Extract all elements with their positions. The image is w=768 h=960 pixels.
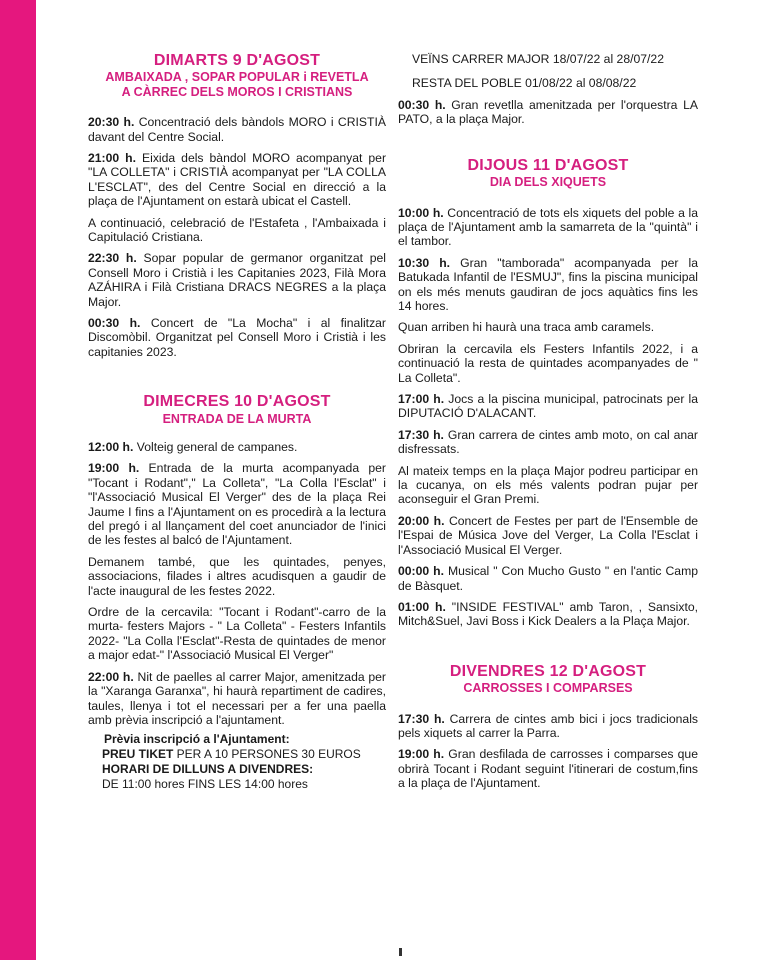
page-mark [399, 948, 402, 956]
side-accent-bar [0, 0, 36, 960]
day-title: DIJOUS 11 D'AGOST [467, 156, 629, 174]
event-time: 19:00 h. [398, 747, 445, 762]
event-text: Demanem també, que les quintades, penyes, associacions, filades i altres acudisquen a gaudir de l'acte inaugural de les festes 2022. [88, 554, 386, 598]
event-item [398, 320, 698, 334]
event-item [88, 216, 386, 245]
event-text: Concentració de tots els xiquets del poble a la plaça de l'Ajuntament amb la samarreta de la "quintà" i el tambor. [398, 205, 699, 249]
right-column [398, 50, 698, 798]
event-text: Eixida dels bàndol MORO acompanyat per "LA COLLETA" i CRISTIÀ acompanyat per "LA COLLA L'ESCLAT", des del Centre Social en direcció a la plaça de l'Ajuntament on estarà ubicat el Castell. [88, 150, 387, 209]
venue-note: VEÏNS CARRER MAJOR 18/07/22 al 28/07/22 [412, 52, 664, 66]
registration-note: Prèvia inscripció a l'Ajuntament: [104, 732, 290, 747]
schedule-note: HORARI DE DILLUNS A DIVENDRES: [102, 762, 314, 777]
event-text: Concentració dels bàndols MORO i CRISTIÀ davant del Centre Social. [88, 115, 387, 144]
event-item [88, 605, 386, 663]
event-text: Nit de paelles al carrer Major, amenitzada per la "Xaranga Garanxa", hi haurà repartiment de cadires, taules, llenya i tot el necessari per a fer una paella amb prèvia inscripció a l'ajuntament. [88, 669, 386, 727]
event-text: Carrera de cintes amb bici i jocs tradicionals pels xiquets al carrer la Parra. [398, 711, 698, 740]
price-note [88, 747, 386, 762]
event-item [88, 670, 386, 728]
event-time: 20:00 h. [398, 513, 445, 528]
event-time: 00:30 h. [398, 98, 446, 112]
event-item [88, 251, 386, 309]
event-item [398, 392, 698, 421]
event-text: Obriran la cercavila els Festers Infantils 2022, i a continuació la resta de quintades acompanyades de " La Colleta". [398, 341, 698, 385]
event-time: 01:00 h. [398, 599, 446, 614]
day-subtitle: A CÀRREC DELS MOROS I CRISTIANS [121, 84, 353, 99]
event-text: Concert de Festes per part de l'Ensemble de l'Espai de Música Jove del Verger, La Colla l'Esclat i l'Associació Musical El Verger. [398, 513, 699, 557]
event-text: Al mateix temps en la plaça Major podreu participar en la cucanya, on els més valents podran pujar per aconseguir el Gran Premi. [398, 463, 698, 507]
event-text: Gran revetlla amenitzada per l'orquestra LA PATO, a la plaça Major. [398, 98, 698, 127]
day-subtitle: CARROSSES I COMPARSES [463, 681, 633, 696]
event-time: 17:30 h. [398, 427, 444, 442]
event-text: "INSIDE FESTIVAL" amb Taron, , Sansixto, Mitch&Suel, Javi Boss i Kick Dealers a la Plaça Major. [398, 599, 698, 629]
event-time: 20:30 h. [88, 115, 135, 130]
schedule-hours: DE 11:00 hores FINS LES 14:00 hores [102, 777, 308, 792]
event-text: Gran carrera de cintes amb moto, on cal anar disfressats. [398, 427, 698, 457]
event-time: 17:30 h. [398, 711, 445, 726]
event-text: Ordre de la cercavila: "Tocant i Rodant"-carro de la murta- festers Majors - " La Colleta" - Festers Infantils 2022- "La Colla l'Esclat"-Resta de quintades de menor a major edat-" l'Associació Musical El Verger" [88, 605, 386, 663]
event-text: Jocs a la piscina municipal, patrocinats per la DIPUTACIÓ D'ALACANT. [398, 392, 699, 421]
event-text: Gran desfilada de carrosses i comparses que obrirà Tocant i Rodant seguint l'itinerari de costum,fins a la plaça de l'Ajuntament. [398, 747, 698, 791]
price-label: PREU TIKET [102, 747, 174, 762]
event-item [88, 151, 386, 209]
event-item [398, 712, 698, 741]
day-subtitle: AMBAIXADA , SOPAR POPULAR i REVETLA [105, 70, 369, 85]
event-item [398, 428, 698, 457]
event-text: A continuació, celebració de l'Estafeta , l'Ambaixada i Capitulació Cristiana. [88, 215, 386, 244]
event-item [398, 514, 698, 557]
day-header-tuesday [88, 52, 386, 99]
event-text: Concert de "La Mocha" i al finalitzar Discomòbil. Organitzat pel Consell Moro i Cristià i les capitanies 2023. [88, 316, 386, 359]
day-header-friday [398, 663, 698, 696]
event-item [398, 747, 698, 790]
event-text: Musical " Con Mucho Gusto " en l'antic Camp de Bàsquet. [398, 564, 698, 593]
left-column [88, 40, 386, 792]
day-subtitle: DIA DELS XIQUETS [489, 175, 607, 190]
event-time: 00:00 h. [398, 564, 444, 579]
event-item [88, 115, 386, 144]
event-time: 10:30 h. [398, 255, 451, 270]
event-item [398, 600, 698, 629]
day-title: DIMECRES 10 D'AGOST [143, 393, 331, 411]
event-item [398, 464, 698, 507]
event-item [398, 98, 698, 127]
event-time: 19:00 h. [88, 461, 140, 476]
event-item [398, 342, 698, 385]
event-item [88, 440, 386, 454]
event-item [398, 256, 698, 314]
day-subtitle: ENTRADA DE LA MURTA [162, 411, 312, 426]
venue-note: RESTA DEL POBLE 01/08/22 al 08/08/22 [412, 76, 637, 90]
event-time: 22:30 h. [88, 251, 137, 266]
event-item [88, 316, 386, 359]
event-text: Volteig general de campanes. [133, 440, 298, 454]
event-item [398, 564, 698, 593]
event-text: Quan arriben hi haurà una traca amb caramels. [398, 320, 655, 335]
day-header-thursday [398, 157, 698, 190]
event-item [88, 555, 386, 598]
event-time: 12:00 h. [88, 440, 134, 454]
registration-notes [88, 732, 386, 792]
day-title: DIMARTS 9 D'AGOST [153, 52, 321, 69]
event-time: 17:00 h. [398, 392, 445, 407]
event-time: 21:00 h. [88, 150, 136, 165]
event-text: Sopar popular de germanor organitzat pel Consell Moro i Cristià i les Capitanies 2023, Filà Mora AZÁHIRA i Filà Cristiana DRACS NEGRES a la plaça Major. [88, 251, 386, 309]
event-item [398, 206, 698, 249]
day-header-wednesday [88, 393, 386, 426]
event-time: 22:00 h. [88, 669, 134, 684]
event-text: Gran "tamborada" acompanyada per la Batukada Infantil de l'ESMUJ", fins la piscina municipal on els més menuts gaudiran de jocs aquàtics fins les 14 hores. [398, 255, 699, 314]
event-time: 10:00 h. [398, 205, 444, 220]
price-text: PER A 10 PERSONES 30 EUROS [173, 747, 361, 762]
event-time: 00:30 h. [88, 316, 141, 331]
event-item [88, 461, 386, 547]
day-title: DIVENDRES 12 D'AGOST [449, 662, 647, 680]
event-text: Entrada de la murta acompanyada per "Tocant i Rodant"," La Colleta", "La Colla l'Esclat" i "l'Associació Musical El Verger" des de la plaça Rei Jaume I fins a l'Ajuntament on es procedirà a la lectura del pregó i al llançament del coet anunciador de l'inici de les festes al balcó de l'Ajuntament. [88, 461, 386, 548]
